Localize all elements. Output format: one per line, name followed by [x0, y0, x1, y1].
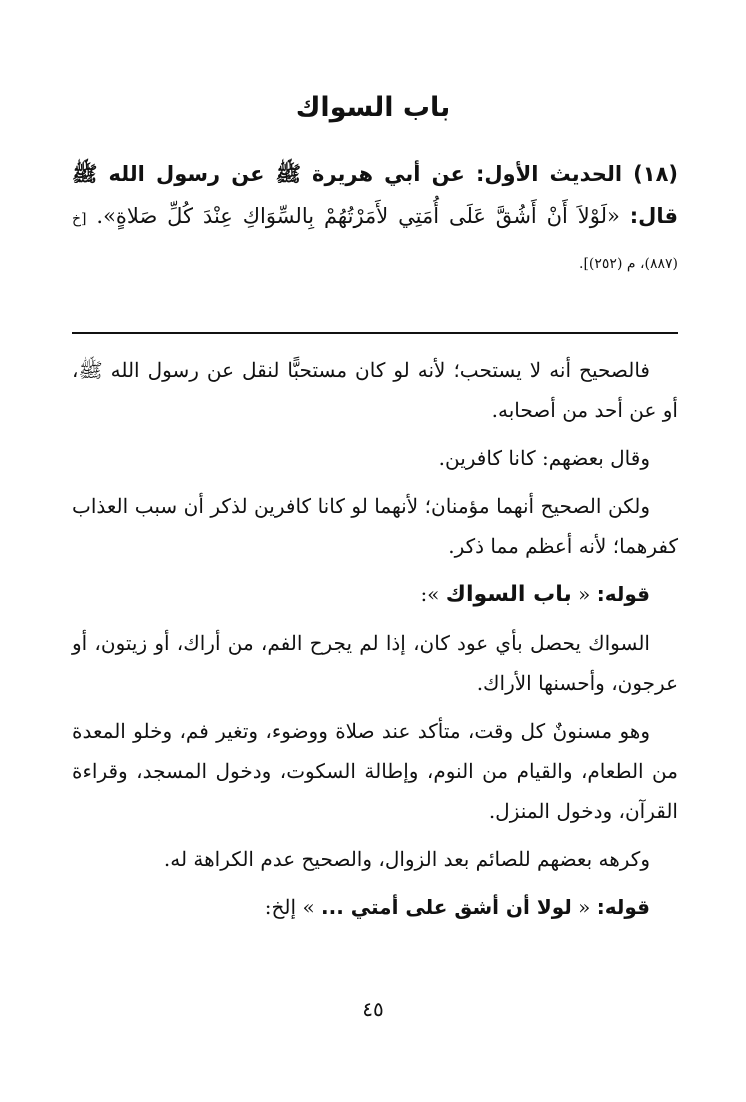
paragraph: وكرهه بعضهم للصائم بعد الزوال، والصحيح عدم الكراهة له.	[163, 847, 650, 871]
paragraph: ولكن الصحيح أنهما مؤمنان؛ لأنهما لو كانا كافرين لذكر أن سبب العذاب كفرهما؛ لأنه أعظم مما ذكر.	[72, 494, 678, 558]
section-heading	[72, 887, 678, 927]
heading-open-quote: «	[571, 895, 597, 919]
heading-text: لولا أن أشق على أمتي ...	[321, 895, 572, 919]
divider	[72, 332, 678, 334]
paragraph: السواك يحصل بأي عود كان، إذا لم يجرح الفم، من أراك، أو زيتون، أو عرجون، وأحسنها الأراك.	[72, 631, 678, 695]
paragraph: وقال بعضهم: كانا كافرين.	[438, 446, 650, 470]
heading-open-quote: «	[571, 582, 597, 606]
paragraph: وهو مسنونٌ كل وقت، متأكد عند صلاة ووضوء، وتغير فم، وخلو المعدة من الطعام، والقيام من النوم، وإطالة السكوت، ودخول المسجد، وقراءة القرآن، ودخول المنزل.	[72, 719, 678, 823]
hadith-quote: «لَوْلاَ أَنْ أَشُقَّ عَلَى أُمَتِي لأَمَرْتُهُمْ بِالسِّوَاكِ عِنْدَ كُلِّ صَلاةٍ».	[96, 204, 620, 228]
paragraph: فالصحيح أنه لا يستحب؛ لأنه لو كان مستحبًّا لنقل عن رسول الله ﷺ، أو عن أحد من أصحابه.	[72, 358, 678, 422]
hadith-block	[72, 153, 678, 285]
commentary-body	[72, 350, 678, 935]
section-heading	[72, 574, 678, 615]
heading-close-quote: »:	[420, 582, 446, 606]
heading-text: باب السواك	[445, 582, 572, 607]
chapter-title: باب السواك	[295, 92, 451, 123]
heading-label: قوله:	[596, 895, 650, 919]
hadith-reference: [خ (٨٨٧)، م (٢٥٢)].	[72, 211, 678, 272]
heading-label: قوله:	[596, 582, 650, 606]
heading-close-quote: » إلخ:	[264, 895, 322, 919]
page-number: ٤٥	[362, 997, 384, 1021]
hadith-lead: (١٨) الحديث الأول: عن أبي هريرة ﷺ عن رسول الله ﷺ قال:	[72, 162, 678, 228]
